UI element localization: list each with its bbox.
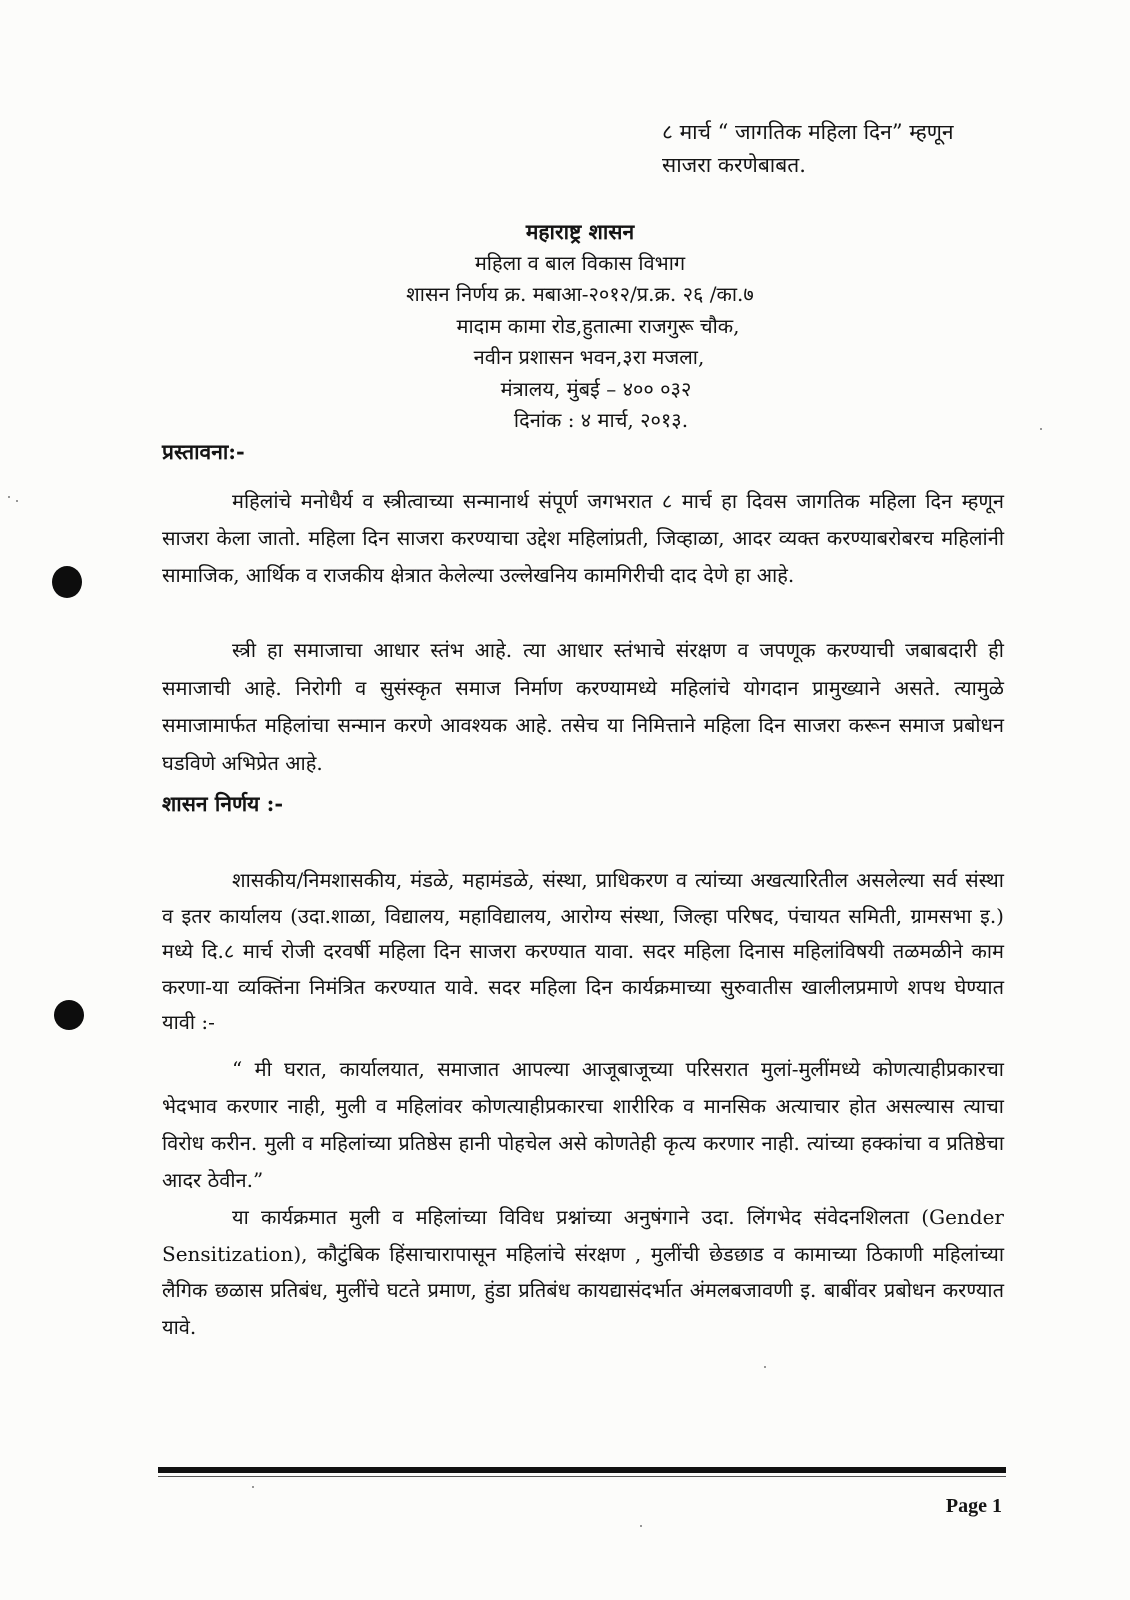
scan-speck (764, 1366, 766, 1368)
resolution-paragraph-2: या कार्यक्रमात मुली व महिलांच्या विविध प्रश्नांच्या अनुषंगाने उदा. लिंगभेद संवेदनशिलता (Gender Sensitization), कौटुंबिक हिंसाचारापासून महिलांचे संरक्षण , मुलींची छेडछाड व कामाच्या ठिकाणी महिलांच्या लैगिक छळास प्रतिबंध, मुलींचे घटते प्रमाण, हुंडा प्रतिबंध कायद्यासंदर्भात अंमलबजावणी इ. बाबींवर प्रबोधन करण्यात यावे. (162, 1205, 1004, 1339)
subject-line-2: साजरा करणेबाबत. (662, 153, 806, 177)
gr-number: शासन निर्णय क्र. मबाआ-२०१२/प्र.क्र. २६ /का.७ (406, 282, 754, 306)
address-line-1: मादाम कामा रोड,हुतात्मा राजगुरू चौक, (456, 313, 740, 338)
page-number: Page 1 (945, 1495, 1002, 1517)
issue-date: दिनांक : ४ मार्च, २०१३. (513, 408, 689, 432)
resolution-heading: शासन निर्णय :- (162, 791, 284, 816)
punch-hole-mark (52, 566, 82, 598)
footer-rule-thin (158, 1476, 1006, 1477)
oath-text: “ मी घरात, कार्यालयात, समाजात आपल्या आजूबाजूच्या परिसरात मुलां-मुलींमध्ये कोणत्याहीप्रकारचा भेदभाव करणार नाही, मुली व महिलांवर कोणत्याहीप्रकारचा शारीरिक व मानसिक अत्याचार होत असल्यास त्याचा विरोध करीन. मुली व महिलांच्या प्रतिष्ठेस हानी पोहचेल असे कोणतेही कृत्य करणार नाही. त्यांच्या हक्कांचा व प्रतिष्ठेचा आदर ठेवीन.” (162, 1057, 1004, 1192)
scan-speck (16, 500, 18, 502)
letterhead (300, 216, 860, 437)
subject-block (662, 116, 1062, 182)
scan-speck (640, 1525, 642, 1527)
address-line-3: मंत्रालय, मुंबई – ४०० ०३२ (500, 376, 692, 401)
preamble-paragraph-1: महिलांचे मनोधैर्य व स्त्रीत्वाच्या सन्मानार्थ संपूर्ण जगभरात ८ मार्च हा दिवस जागतिक महिला दिन म्हणून साजरा केला जातो. महिला दिन साजरा करण्याचा उद्देश महिलांप्रती, जिव्हाळा, आदर व्यक्त करण्याबरोबरच महिलांनी सामाजिक, आर्थिक व राजकीय क्षेत्रात केलेल्या उल्लेखनिय कामगिरीची दाद देणे हा आहे. (162, 489, 1004, 587)
issuing-authority: महाराष्ट्र शासन (525, 219, 635, 244)
subject-line-1: ८ मार्च “ जागतिक महिला दिन” म्हणून (662, 120, 954, 144)
preamble-paragraph-2: स्त्री हा समाजाचा आधार स्तंभ आहे. त्या आधार स्तंभाचे संरक्षण व जपणूक करण्याची जबाबदारी ही समाजाची आहे. निरोगी व सुसंस्कृत समाज निर्माण करण्यामध्ये महिलांचे योगदान प्रामुख्याने असते. त्यामुळे समाजामार्फत महिलांचा सन्मान करणे आवश्यक आहे. तसेच या निमित्ताने महिला दिन साजरा करून समाज प्रबोधन घडविणे अभिप्रेत आहे. (162, 638, 1004, 775)
scan-speck (8, 496, 10, 498)
address-line-2: नवीन प्रशासन भवन,३रा मजला, (473, 345, 705, 369)
scan-speck (1040, 428, 1042, 430)
preamble-heading: प्रस्तावना:- (162, 439, 245, 464)
department-name: महिला व बाल विकास विभाग (474, 250, 686, 275)
footer-rule-thick (158, 1467, 1006, 1473)
scan-speck (252, 1486, 254, 1488)
punch-hole-mark (54, 1000, 84, 1030)
resolution-paragraph-1: शासकीय/निमशासकीय, मंडळे, महामंडळे, संस्था, प्राधिकरण व त्यांच्या अखत्यारितील असलेल्या सर्व संस्था व इतर कार्यालय (उदा.शाळा, विद्यालय, महाविद्यालय, आरोग्य संस्था, जिल्हा परिषद, पंचायत समिती, ग्रामसभा इ.) मध्ये दि.८ मार्च रोजी दरवर्षी महिला दिन साजरा करण्यात यावा. सदर महिला दिनास महिलांविषयी तळमळीने काम करणा-या व्यक्तिंना निमंत्रित करण्यात यावे. सदर महिला दिन कार्यक्रमाच्या सुरुवातीस खालीलप्रमाणे शपथ घेण्यात यावी :- (162, 868, 1004, 1034)
